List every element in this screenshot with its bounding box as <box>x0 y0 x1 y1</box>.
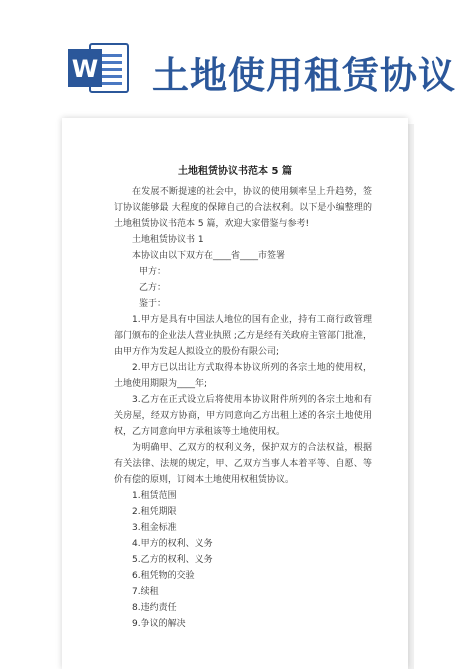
document-title: 土地租赁协议书范本 5 篇 <box>178 166 292 177</box>
section-title: 土地租赁协议书 1 <box>132 235 204 245</box>
clause-2: 2.甲方已以出让方式取得本协议所列的各宗土地的使用权，土地使用期限为____年; <box>114 363 372 389</box>
toc-item: 4.甲方的权利、义务 <box>132 539 213 549</box>
party-a-label: 甲方： <box>139 267 167 277</box>
toc-item: 8.违约责任 <box>132 603 177 613</box>
document-body <box>114 184 372 632</box>
banner <box>0 0 474 120</box>
intro-paragraph: 在发展不断提速的社会中，协议的使用频率呈上升趋势，签订协议能够最 大程度的保障自己的合法权利。以下是小编整理的土地租赁协议书范本 5 篇，欢迎大家借鉴与参考! <box>114 187 372 229</box>
whereas-label: 鉴于： <box>139 299 167 309</box>
toc-item: 7.续租 <box>132 587 159 597</box>
purpose-paragraph: 为明确甲、乙双方的权利义务，保护双方的合法权益，根据有关法律、法规的规定，甲、乙双方当事人本着平等、自愿、等价有偿的原则，订阅本土地使用权租赁协议。 <box>114 443 372 485</box>
word-document-icon <box>68 40 130 96</box>
toc-item: 3.租金标准 <box>132 523 177 533</box>
toc-item: 5.乙方的权利、义务 <box>132 555 213 565</box>
clause-1: 1.甲方是具有中国法人地位的国有企业，持有工商行政管理部门颁布的企业法人营业执照 ;乙方是经有关政府主管部门批准，由甲方作为发起人拟设立的股份有限公司; <box>114 315 372 357</box>
toc-item: 9.争议的解决 <box>132 619 186 629</box>
toc-item: 6.租凭物的交验 <box>132 571 195 581</box>
clause-3: 3.乙方在正式设立后将使用本协议附件所列的各宗土地和有关房屋，经双方协商，甲方同意向乙方出租上述的各宗土地使用权，乙方同意向甲方承租该等土地使用权。 <box>114 395 372 437</box>
party-b-label: 乙方： <box>139 283 167 293</box>
banner-title: 土地使用租赁协议 <box>152 54 456 97</box>
toc-item: 1.租赁范围 <box>132 491 177 501</box>
parties-line: 本协议由以下双方在____省____市签署 <box>132 251 286 261</box>
toc-item: 2.租凭期限 <box>132 507 177 517</box>
document-page <box>62 118 408 669</box>
word-icon-letter: W <box>71 55 99 83</box>
